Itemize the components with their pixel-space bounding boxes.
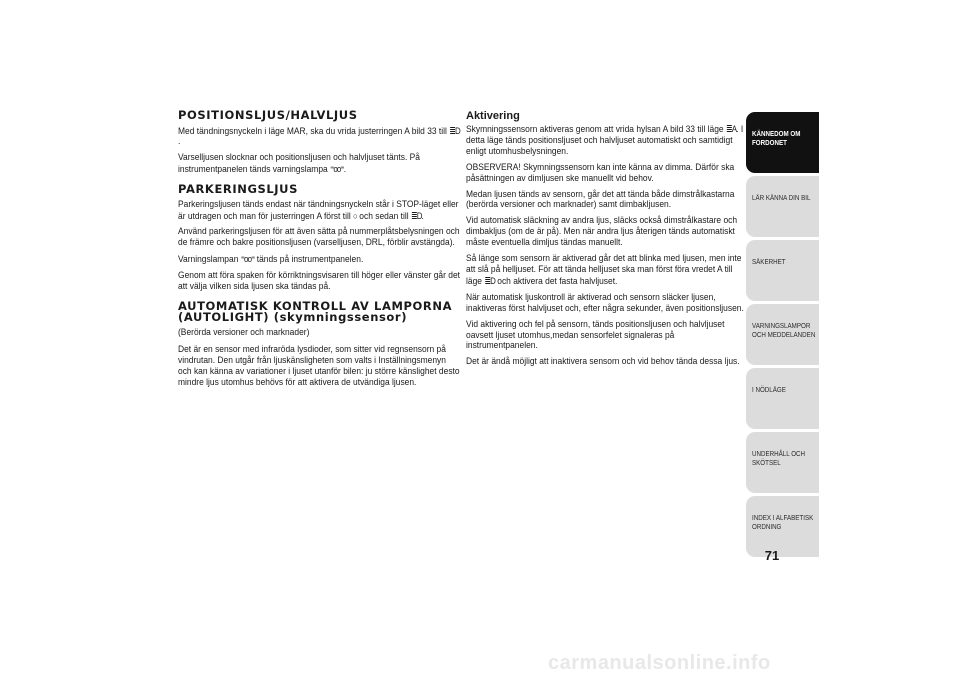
text: Med tändningsnyckeln i läge MAR, ska du vrida justerringen A bild 33 till — [178, 125, 447, 137]
paragraph — [178, 254, 461, 266]
tab-kannedom[interactable] — [746, 112, 819, 173]
paragraph: Genom att föra spaken för körriktningsvisaren till höger eller vänster går det att välja vilken sida ljusen ska tändas på. — [178, 270, 461, 293]
tab-label: UNDERHÅLL OCH SKÖTSEL — [752, 449, 806, 467]
text: . — [343, 164, 347, 176]
text: Skymningssensorn aktiveras genom att vrida hylsan A bild 33 till läge — [466, 124, 724, 135]
tab-i-nodlage[interactable] — [746, 368, 819, 429]
tab-label: I NÖDLÄGE — [752, 385, 786, 394]
text: och aktivera det fasta halvljuset. — [497, 275, 618, 287]
paragraph — [466, 254, 745, 288]
text: . — [421, 210, 424, 222]
tab-label: VARNINGSLAMPOR OCH MEDDELANDEN — [752, 321, 816, 339]
low-beam-icon: ≣D — [484, 275, 495, 286]
paragraph — [178, 126, 461, 149]
tab-underhall[interactable] — [746, 432, 819, 493]
left-column — [178, 110, 460, 394]
position-lights-icon: ⁼oo⁼ — [330, 164, 344, 175]
tab-sakerhet[interactable] — [746, 240, 819, 301]
auto-light-icon: ≣A — [725, 124, 737, 134]
paragraph: Vid aktivering och fel på sensorn, tänds positionsljusen och halvljuset oavsett ljuset utomhus,medan sensorfelet signaleras på instrumentpanelen. — [466, 318, 725, 352]
page-number: 71 — [764, 548, 780, 563]
tab-varningslampor[interactable] — [746, 304, 819, 365]
heading-positionsljus: POSITIONSLJUS/HALVLJUS — [178, 108, 358, 122]
text: tänds på instrumentpanelen. — [256, 254, 364, 266]
paragraph — [178, 200, 461, 223]
tab-label: INDEX I ALFABETISK ORDNING — [752, 513, 814, 531]
paragraph: Det är ändå möjligt att inaktivera sensorn och vid behov tända dessa ljus. — [466, 356, 740, 368]
paragraph — [178, 153, 461, 176]
position-lights-icon: ⁼oo⁼ — [240, 254, 255, 265]
paragraph: Använd parkeringsljusen för att även sätta på nummerplåtsbelysningen och de främre och bakre positionsljusen (varselljusen, DRL, förblir avstängda). — [178, 226, 460, 249]
paragraph: Medan ljusen tänds av sensorn, går det att tända både dimstrålkastarna (berörda versioner och marknader) samt dimbakljusen. — [466, 188, 735, 211]
heading-aktivering: Aktivering — [466, 110, 520, 122]
subheading: (Berörda versioner och marknader) — [178, 326, 310, 338]
paragraph — [466, 124, 745, 158]
text: och sedan till — [359, 210, 409, 222]
tab-label: LÄR KÄNNA DIN BIL — [752, 193, 811, 202]
text: . I detta läge tänds positionsljuset och halvljuset automatiskt och samtidigt enligt utomhusbelysningen. — [466, 124, 744, 157]
paragraph: Det är en sensor med infraröda lysdioder, som sitter vid regnsensorn på vindrutan. Den utgår från ljuskänsligheten som valts i Inställningsmenyn och kan känna av variationer i ljuset utanför bilen: ju större känslighet desto mindre ljus utomhus behövs för att aktivera de utvändiga ljusen. — [178, 343, 460, 388]
tab-lar-kanna[interactable] — [746, 176, 819, 237]
heading-parkeringsljus: PARKERINGSLJUS — [178, 182, 299, 197]
paragraph: Vid automatisk släckning av andra ljus, släcks också dimstrålkastare och dimbakljus (om de är på). Men när andra ljus återigen tänds automatiskt måste eventuella dimljus tändas manuellt. — [466, 215, 738, 249]
right-column — [466, 110, 744, 373]
low-beam-icon: ≣D — [410, 210, 422, 221]
text: Så länge som sensorn är aktiverad går det att blinka med ljusen, men inte att slå på helljuset. För att tända helljuset ska man först föra vredet A till läge — [466, 253, 742, 287]
low-beam-icon: ≣D — [449, 125, 460, 136]
parking-lights-icon: ○ — [353, 210, 357, 221]
heading-autolight: AUTOMATISK KONTROLL AV LAMPORNA (AUTOLIGHT) (skymningssensor) — [178, 298, 453, 325]
tab-label: SÄKERHET — [752, 257, 786, 266]
text: Varselljusen slocknar och positionsljusen och halvljuset tänts. På instrumentpanelen tänds varningslampa — [178, 152, 420, 176]
paragraph: När automatisk ljuskontroll är aktiverad och sensorn släcker ljusen, inaktiveras först halvljuset och, efter några sekunder, även positionsljusen. — [466, 291, 744, 314]
watermark: carmanualsonline.info — [548, 652, 771, 674]
text: . — [178, 136, 181, 148]
text: Parkeringsljusen tänds endast när tändningsnyckeln står i STOP-läget eller är utdragen och man för justerringen A först till — [178, 198, 459, 222]
paragraph: OBSERVERA! Skymningssensorn kan inte känna av dimma. Därför ska påsättningen av dimljusen ske manuellt vid behov. — [466, 161, 735, 184]
tab-label: KÄNNEDOM OM FORDONET — [752, 129, 801, 147]
chapter-tabs — [746, 112, 819, 560]
text: Varningslampan — [178, 254, 239, 266]
